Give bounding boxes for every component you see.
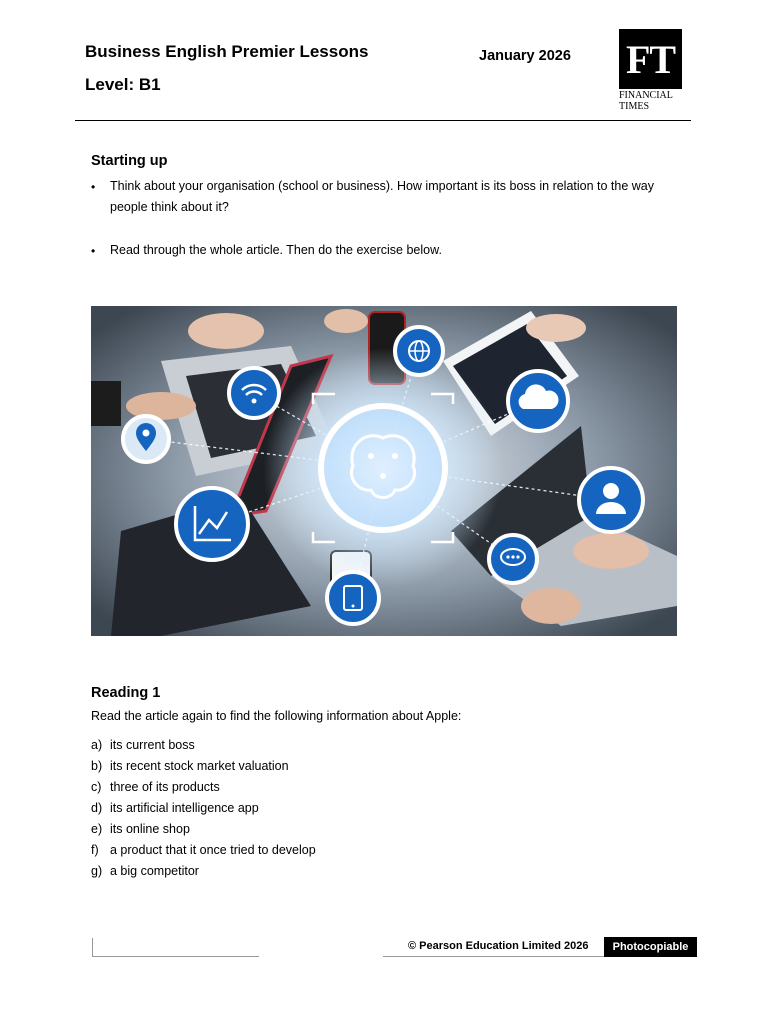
- list-item-text: its online shop: [110, 822, 190, 836]
- bullet-text-1: [110, 176, 654, 218]
- article-image: [91, 306, 677, 636]
- tablet-icon: [327, 572, 379, 624]
- wifi-icon: [229, 368, 279, 418]
- footer-left-tick: [92, 938, 93, 957]
- level-label: Level: B1: [85, 75, 161, 94]
- list-item: [91, 801, 259, 815]
- list-item: [91, 780, 220, 794]
- document-title: Business English Premier Lessons: [85, 42, 369, 61]
- hand-bottom-right: [521, 588, 581, 624]
- list-item: [91, 822, 190, 836]
- list-item: [91, 864, 199, 878]
- list-item-text: its current boss: [110, 738, 195, 752]
- footer-right-rule: [383, 956, 604, 957]
- list-item-text: a big competitor: [110, 864, 199, 878]
- hand-top-center: [324, 309, 368, 333]
- section-heading-starting-up: Starting up: [91, 153, 168, 169]
- list-marker: d): [91, 801, 103, 815]
- list-marker: b): [91, 759, 103, 773]
- list-item: [91, 759, 289, 773]
- cloud-icon: [508, 371, 568, 431]
- section-heading-reading-1: Reading 1: [91, 685, 161, 701]
- list-item-text: three of its products: [110, 780, 220, 794]
- chart-icon: [176, 488, 248, 560]
- hand-left: [126, 392, 196, 420]
- header-divider: [75, 120, 691, 121]
- list-item: [91, 843, 316, 857]
- ft-logo: FT: [619, 29, 682, 89]
- brain-icon: [321, 406, 445, 530]
- globe-icon: [395, 327, 443, 375]
- user-icon: [579, 468, 643, 532]
- list-marker: f): [91, 843, 99, 857]
- copyright-notice: © Pearson Education Limited 2026: [408, 940, 589, 952]
- list-marker: e): [91, 822, 103, 836]
- ft-logo-line1: FINANCIAL: [619, 90, 673, 101]
- hand-top-right: [526, 314, 586, 342]
- list-marker: a): [91, 738, 103, 752]
- bullet-text-2: Read through the whole article. Then do the exercise below.: [110, 243, 442, 257]
- bullet-1-line-2: people think about it?: [110, 200, 229, 214]
- bullet-1-line-1: Think about your organisation (school or business). How important is its boss in relation to the way: [110, 179, 655, 193]
- bullet-dot: •: [91, 244, 96, 258]
- photocopiable-badge: Photocopiable: [604, 937, 697, 957]
- chat-icon: [489, 535, 537, 583]
- list-item: [91, 738, 195, 752]
- hand-top-left: [188, 313, 264, 349]
- bullet-dot: •: [91, 180, 96, 194]
- footer-left-rule: [92, 956, 259, 957]
- list-marker: g): [91, 864, 103, 878]
- location-pin-icon: [123, 416, 169, 462]
- issue-date: January 2026: [479, 48, 571, 64]
- ft-logo-line2: TIMES: [619, 101, 649, 112]
- list-item-text: a product that it once tried to develop: [110, 843, 316, 857]
- list-marker: c): [91, 780, 102, 794]
- list-item-text: its recent stock market valuation: [110, 759, 289, 773]
- hand-right: [573, 533, 649, 569]
- reading-intro: Read the article again to find the following information about Apple:: [91, 709, 462, 723]
- list-item-text: its artificial intelligence app: [110, 801, 259, 815]
